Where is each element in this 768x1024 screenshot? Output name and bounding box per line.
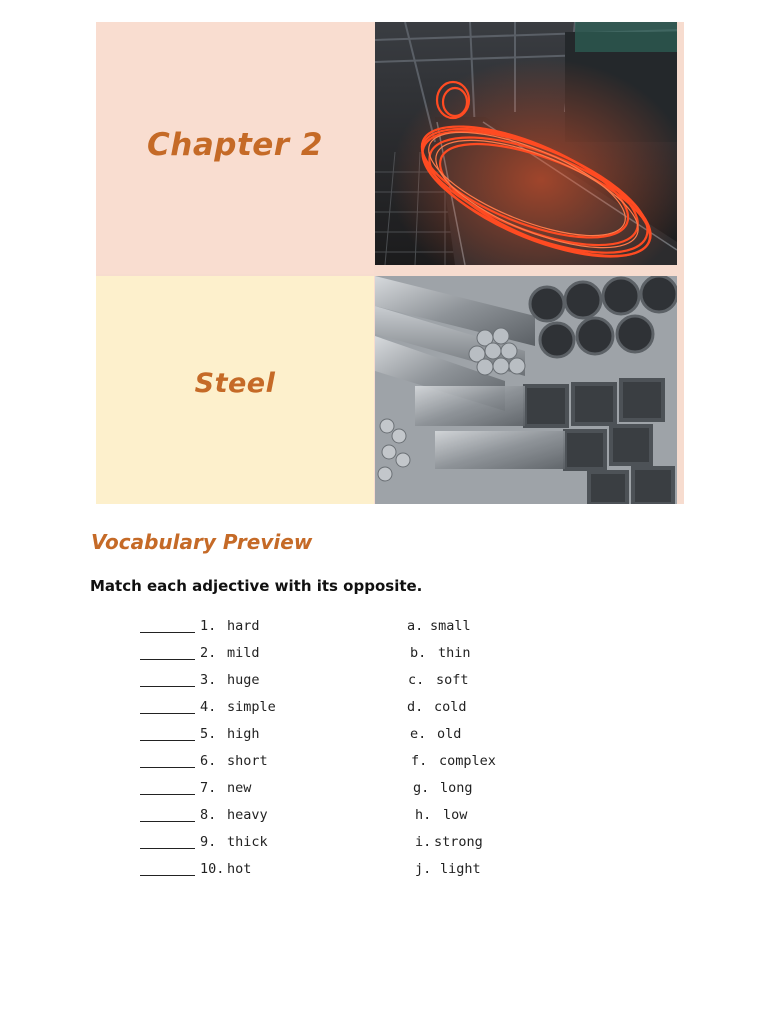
answer-blank[interactable]: [140, 861, 195, 876]
option-letter: g.: [413, 780, 430, 796]
opposite-word: small: [430, 618, 471, 634]
item-number: 5.: [200, 726, 217, 742]
steel-pipes-photo: [375, 276, 677, 504]
opposite-word: soft: [436, 672, 469, 688]
adjective-word: huge: [227, 672, 260, 688]
exercise-row: [0, 750, 768, 777]
item-number: 7.: [200, 780, 217, 796]
opposite-word: cold: [434, 699, 467, 715]
adjective-word: hard: [227, 618, 260, 634]
exercise-row: [0, 723, 768, 750]
vocabulary-heading: Vocabulary Preview: [91, 530, 313, 554]
item-number: 6.: [200, 753, 217, 769]
item-number: 8.: [200, 807, 217, 823]
hot-rolled-steel-photo: [375, 22, 677, 265]
opposite-word: complex: [439, 753, 496, 769]
adjective-word: hot: [227, 861, 252, 877]
answer-blank[interactable]: [140, 672, 195, 687]
adjective-word: high: [227, 726, 260, 742]
exercise-row: [0, 858, 768, 885]
adjective-word: heavy: [227, 807, 268, 823]
opposite-word: light: [440, 861, 481, 877]
matching-exercise: [0, 615, 768, 885]
item-number: 3.: [200, 672, 217, 688]
option-letter: d.: [407, 699, 424, 715]
exercise-row: [0, 615, 768, 642]
option-letter: i.: [415, 834, 432, 850]
answer-blank[interactable]: [140, 618, 195, 633]
option-letter: e.: [410, 726, 427, 742]
item-number: 4.: [200, 699, 217, 715]
exercise-row: [0, 831, 768, 858]
opposite-word: long: [440, 780, 473, 796]
adjective-word: new: [227, 780, 252, 796]
answer-blank[interactable]: [140, 807, 195, 822]
adjective-word: mild: [227, 645, 260, 661]
answer-blank[interactable]: [140, 645, 195, 660]
answer-blank[interactable]: [140, 753, 195, 768]
chapter-title-panel: [96, 22, 374, 274]
exercise-row: [0, 696, 768, 723]
exercise-instruction: Match each adjective with its opposite.: [90, 577, 423, 595]
chapter-banner: [96, 22, 684, 504]
subject-title: Steel: [194, 367, 276, 399]
adjective-word: short: [227, 753, 268, 769]
opposite-word: old: [437, 726, 462, 742]
exercise-row: [0, 669, 768, 696]
opposite-word: strong: [434, 834, 483, 850]
option-letter: j.: [415, 861, 432, 877]
item-number: 1.: [200, 618, 217, 634]
answer-blank[interactable]: [140, 780, 195, 795]
option-letter: c.: [408, 672, 425, 688]
opposite-word: thin: [438, 645, 471, 661]
option-letter: f.: [411, 753, 428, 769]
exercise-row: [0, 777, 768, 804]
item-number: 10.: [200, 861, 225, 877]
subject-title-panel: [96, 276, 374, 504]
item-number: 9.: [200, 834, 217, 850]
item-number: 2.: [200, 645, 217, 661]
answer-blank[interactable]: [140, 834, 195, 849]
option-letter: b.: [410, 645, 427, 661]
exercise-row: [0, 804, 768, 831]
option-letter: a.: [407, 618, 424, 634]
answer-blank[interactable]: [140, 699, 195, 714]
exercise-row: [0, 642, 768, 669]
adjective-word: thick: [227, 834, 268, 850]
option-letter: h.: [415, 807, 432, 823]
answer-blank[interactable]: [140, 726, 195, 741]
adjective-word: simple: [227, 699, 276, 715]
opposite-word: low: [443, 807, 468, 823]
chapter-title: Chapter 2: [147, 127, 323, 163]
